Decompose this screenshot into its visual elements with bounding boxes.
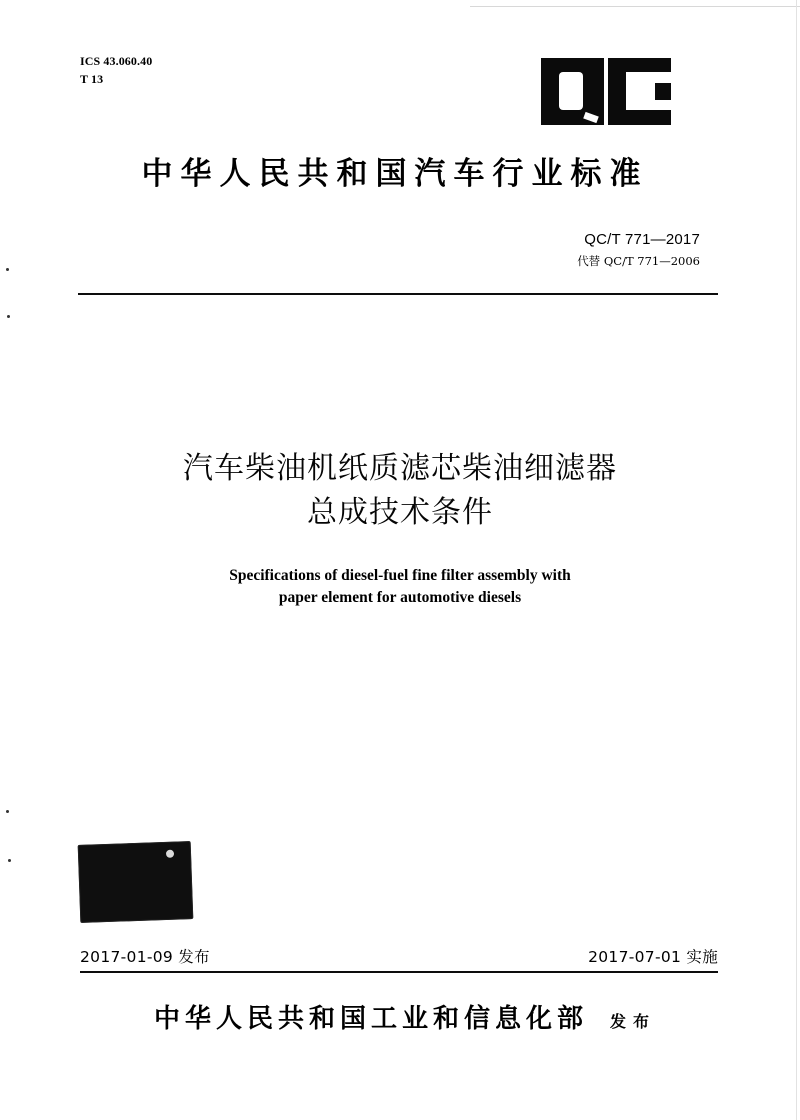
issue-action: 发布 (610, 1012, 657, 1031)
replaced-standard: 代替 QC/T 771—2006 (577, 254, 700, 268)
date-row (80, 947, 718, 967)
qc-logo-q-mark (541, 58, 604, 125)
issuing-authority-line (110, 1000, 700, 1041)
scan-edge-right (796, 0, 797, 1120)
qc-logo (541, 58, 671, 125)
classification-codes (80, 52, 152, 88)
scan-edge-top (470, 6, 800, 7)
black-label-mark (78, 841, 194, 923)
footer-divider (80, 971, 718, 973)
qc-logo-c-mark (608, 58, 671, 125)
ics-code: ICS 43.060.40 (80, 54, 153, 68)
scan-speck (6, 268, 9, 271)
category-code: T 13 (80, 72, 104, 86)
effective-date: 2017-07-01 实施 (588, 948, 718, 966)
standard-number: QC/T 771—2017 (584, 231, 700, 248)
english-title-line-2: paper element for automotive diesels (278, 589, 522, 606)
standard-number-block (577, 228, 700, 271)
chinese-title-line-1: 汽车柴油机纸质滤芯柴油细滤器 (183, 451, 617, 486)
issuing-authority: 中华人民共和国工业和信息化部 (153, 1004, 588, 1034)
chinese-title (100, 447, 700, 535)
issue-date: 2017-01-09 发布 (80, 948, 210, 966)
chinese-title-line-2: 总成技术条件 (307, 495, 493, 530)
english-title (110, 565, 690, 609)
standard-category-title: 中华人民共和国汽车行业标准 (141, 156, 649, 192)
scan-speck (8, 859, 11, 862)
scan-speck (7, 315, 10, 318)
scan-speck (6, 810, 9, 813)
header-divider (78, 293, 718, 295)
english-title-line-1: Specifications of diesel-fuel fine filter assembly with (229, 567, 571, 584)
